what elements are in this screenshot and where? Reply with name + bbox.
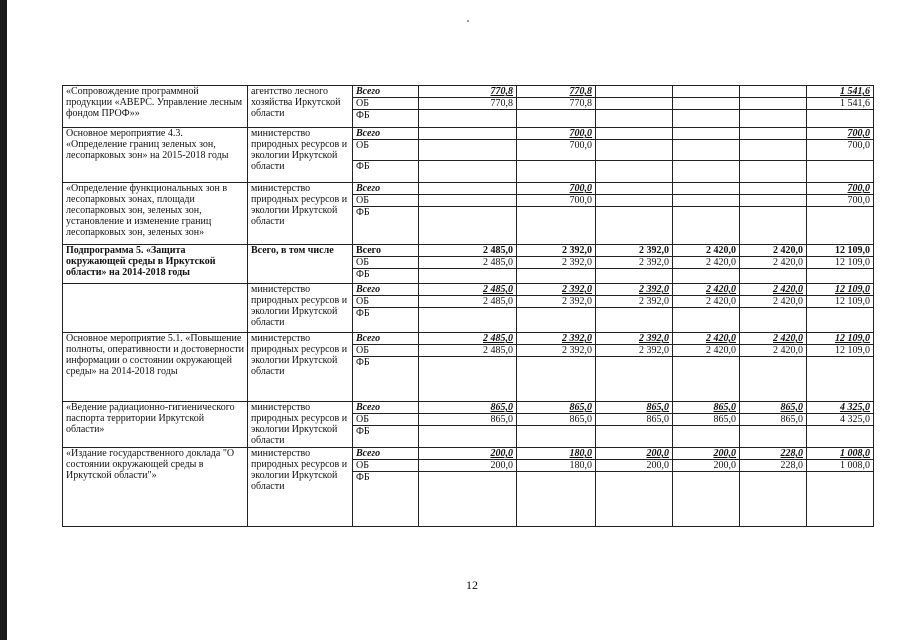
table-row: [63, 284, 874, 296]
amount-year-3: [596, 183, 673, 195]
amount-year-5: 865,0: [740, 414, 807, 426]
amount-total: 700,0: [807, 195, 874, 207]
funding-source: ОБ: [353, 296, 419, 308]
table-row: [63, 402, 874, 414]
amount-total: 4 325,0: [807, 414, 874, 426]
executor-name: министерство природных ресурсов и экологии Иркутской области: [248, 183, 353, 245]
amount-year-1: [419, 161, 517, 183]
amount-total: [807, 308, 874, 333]
amount-year-2: 2 392,0: [517, 296, 596, 308]
amount-total: [807, 110, 874, 128]
executor-name: Всего, в том числе: [248, 245, 353, 284]
amount-year-1: 2 485,0: [419, 345, 517, 357]
measure-name: «Сопровождение программной продукции «АВЕРС. Управление лесным фондом ПРОФ»»: [63, 86, 248, 128]
amount-total: 4 325,0: [807, 402, 874, 414]
funding-source: Всего: [353, 128, 419, 140]
amount-year-5: 228,0: [740, 448, 807, 460]
amount-year-5: [740, 183, 807, 195]
funding-source: ОБ: [353, 140, 419, 161]
amount-year-2: 2 392,0: [517, 257, 596, 269]
amount-year-4: 2 420,0: [673, 257, 740, 269]
scan-speck: [467, 20, 469, 22]
funding-source: ФБ: [353, 207, 419, 245]
amount-total: 12 109,0: [807, 296, 874, 308]
amount-year-1: [419, 128, 517, 140]
amount-year-5: [740, 207, 807, 245]
amount-year-1: 865,0: [419, 402, 517, 414]
amount-year-4: [673, 195, 740, 207]
amount-year-3: 2 392,0: [596, 245, 673, 257]
table-row: [63, 183, 874, 195]
amount-year-3: [596, 161, 673, 183]
amount-year-1: [419, 140, 517, 161]
measure-name: Подпрограмма 5. «Защита окружающей среды в Иркутской области» на 2014-2018 годы: [63, 245, 248, 284]
amount-year-5: [740, 110, 807, 128]
amount-year-1: 2 485,0: [419, 257, 517, 269]
amount-year-4: [673, 357, 740, 402]
amount-year-5: 2 420,0: [740, 296, 807, 308]
amount-year-3: [596, 195, 673, 207]
amount-year-5: 2 420,0: [740, 284, 807, 296]
amount-year-2: 180,0: [517, 460, 596, 472]
amount-year-5: [740, 128, 807, 140]
amount-year-3: [596, 207, 673, 245]
funding-source: ФБ: [353, 472, 419, 527]
executor-name: министерство природных ресурсов и экологии Иркутской области: [248, 284, 353, 333]
amount-year-3: [596, 269, 673, 284]
funding-source: ФБ: [353, 110, 419, 128]
funding-source: ОБ: [353, 414, 419, 426]
executor-name: агентство лесного хозяйства Иркутской области: [248, 86, 353, 128]
amount-total: 700,0: [807, 140, 874, 161]
amount-year-3: [596, 308, 673, 333]
measure-name: «Определение функциональных зон в лесопарковых зонах, площади лесопарковых зон, зеленых зон, установление и изменение границ лесопарковых зон, зеленых зон»: [63, 183, 248, 245]
funding-source: ФБ: [353, 161, 419, 183]
amount-total: 1 008,0: [807, 448, 874, 460]
amount-year-2: [517, 110, 596, 128]
amount-year-3: [596, 128, 673, 140]
amount-year-2: 180,0: [517, 448, 596, 460]
amount-total: 12 109,0: [807, 245, 874, 257]
amount-year-3: [596, 357, 673, 402]
amount-total: 12 109,0: [807, 333, 874, 345]
executor-name: министерство природных ресурсов и экологии Иркутской области: [248, 448, 353, 527]
amount-year-2: 2 392,0: [517, 284, 596, 296]
amount-year-2: 2 392,0: [517, 333, 596, 345]
scan-left-edge: [0, 0, 7, 640]
table-row: [63, 333, 874, 345]
measure-name: «Ведение радиационно-гигиенического паспорта территории Иркутской области»: [63, 402, 248, 448]
amount-year-4: 2 420,0: [673, 284, 740, 296]
amount-year-1: [419, 110, 517, 128]
amount-year-4: [673, 426, 740, 448]
amount-year-4: [673, 128, 740, 140]
amount-year-2: 2 392,0: [517, 245, 596, 257]
amount-year-5: [740, 426, 807, 448]
amount-total: [807, 472, 874, 527]
amount-total: [807, 207, 874, 245]
amount-year-3: 865,0: [596, 402, 673, 414]
amount-year-4: 2 420,0: [673, 333, 740, 345]
measure-name: Основное мероприятие 5.1. «Повышение полноты, оперативности и достоверности информации о состоянии окружающей среды» на 2014-2018 годы: [63, 333, 248, 402]
executor-name: министерство природных ресурсов и экологии Иркутской области: [248, 402, 353, 448]
amount-year-5: [740, 308, 807, 333]
amount-year-2: 700,0: [517, 183, 596, 195]
amount-year-3: [596, 426, 673, 448]
amount-year-3: 2 392,0: [596, 257, 673, 269]
amount-year-3: 2 392,0: [596, 345, 673, 357]
amount-year-4: [673, 98, 740, 110]
amount-year-5: 2 420,0: [740, 333, 807, 345]
amount-year-3: [596, 98, 673, 110]
amount-year-5: 2 420,0: [740, 257, 807, 269]
amount-year-2: 2 392,0: [517, 345, 596, 357]
amount-year-5: [740, 195, 807, 207]
amount-year-2: 700,0: [517, 140, 596, 161]
funding-source: Всего: [353, 284, 419, 296]
funding-source: ОБ: [353, 98, 419, 110]
page-number: 12: [466, 578, 478, 592]
executor-name: министерство природных ресурсов и экологии Иркутской области: [248, 128, 353, 183]
amount-year-3: [596, 110, 673, 128]
amount-year-2: [517, 426, 596, 448]
budget-table: [62, 85, 874, 527]
amount-year-5: [740, 86, 807, 98]
funding-source: Всего: [353, 245, 419, 257]
amount-year-4: 2 420,0: [673, 296, 740, 308]
amount-year-2: [517, 207, 596, 245]
funding-source: Всего: [353, 183, 419, 195]
amount-year-5: [740, 269, 807, 284]
amount-year-4: [673, 110, 740, 128]
funding-source: Всего: [353, 448, 419, 460]
table-row: [63, 86, 874, 98]
amount-year-2: [517, 357, 596, 402]
amount-year-1: 2 485,0: [419, 245, 517, 257]
measure-name: [63, 284, 248, 333]
amount-total: 700,0: [807, 183, 874, 195]
funding-source: ФБ: [353, 357, 419, 402]
funding-source: Всего: [353, 402, 419, 414]
amount-year-4: 2 420,0: [673, 245, 740, 257]
amount-total: 700,0: [807, 128, 874, 140]
amount-year-2: 865,0: [517, 414, 596, 426]
amount-year-3: 2 392,0: [596, 333, 673, 345]
amount-total: 12 109,0: [807, 345, 874, 357]
amount-year-2: 865,0: [517, 402, 596, 414]
amount-year-3: 200,0: [596, 460, 673, 472]
funding-source: ФБ: [353, 426, 419, 448]
amount-total: [807, 357, 874, 402]
amount-year-4: [673, 183, 740, 195]
table-row: [63, 448, 874, 460]
amount-year-4: [673, 472, 740, 527]
amount-total: 1 008,0: [807, 460, 874, 472]
amount-year-3: 2 392,0: [596, 284, 673, 296]
amount-year-3: [596, 140, 673, 161]
amount-year-1: [419, 195, 517, 207]
amount-year-2: [517, 269, 596, 284]
amount-year-1: 2 485,0: [419, 333, 517, 345]
amount-year-2: 700,0: [517, 195, 596, 207]
amount-year-5: 2 420,0: [740, 345, 807, 357]
amount-year-1: [419, 426, 517, 448]
funding-source: ОБ: [353, 460, 419, 472]
amount-year-1: 200,0: [419, 460, 517, 472]
amount-year-1: 770,8: [419, 86, 517, 98]
amount-year-2: 770,8: [517, 86, 596, 98]
amount-year-1: 2 485,0: [419, 296, 517, 308]
funding-source: ФБ: [353, 308, 419, 333]
amount-total: 12 109,0: [807, 284, 874, 296]
amount-year-5: 228,0: [740, 460, 807, 472]
amount-year-5: [740, 98, 807, 110]
amount-total: [807, 426, 874, 448]
amount-year-3: 2 392,0: [596, 296, 673, 308]
amount-year-1: [419, 207, 517, 245]
amount-year-3: 865,0: [596, 414, 673, 426]
executor-name: министерство природных ресурсов и экологии Иркутской области: [248, 333, 353, 402]
amount-year-1: [419, 269, 517, 284]
funding-source: ОБ: [353, 345, 419, 357]
amount-year-5: 865,0: [740, 402, 807, 414]
amount-year-5: 2 420,0: [740, 245, 807, 257]
measure-name: «Издание государственного доклада "О состоянии окружающей среды в Иркутской области"»: [63, 448, 248, 527]
amount-year-4: 200,0: [673, 460, 740, 472]
amount-year-3: [596, 472, 673, 527]
amount-year-4: 2 420,0: [673, 345, 740, 357]
amount-year-1: [419, 357, 517, 402]
measure-name: Основное мероприятие 4.3. «Определение границ зеленых зон, лесопарковых зон» на 2015-2018 годы: [63, 128, 248, 183]
amount-year-2: [517, 308, 596, 333]
amount-year-4: [673, 308, 740, 333]
amount-total: 12 109,0: [807, 257, 874, 269]
funding-source: Всего: [353, 86, 419, 98]
amount-year-1: 2 485,0: [419, 284, 517, 296]
amount-year-1: [419, 472, 517, 527]
amount-year-2: 700,0: [517, 128, 596, 140]
table-row: [63, 128, 874, 140]
table-row: [63, 245, 874, 257]
amount-year-4: 865,0: [673, 414, 740, 426]
amount-year-4: [673, 269, 740, 284]
amount-year-1: 865,0: [419, 414, 517, 426]
amount-year-2: 770,8: [517, 98, 596, 110]
amount-year-2: [517, 472, 596, 527]
amount-year-1: 770,8: [419, 98, 517, 110]
amount-year-3: [596, 86, 673, 98]
amount-total: [807, 161, 874, 183]
amount-year-5: [740, 357, 807, 402]
amount-total: [807, 269, 874, 284]
amount-year-4: [673, 140, 740, 161]
funding-source: Всего: [353, 333, 419, 345]
amount-year-4: [673, 207, 740, 245]
amount-year-1: [419, 183, 517, 195]
amount-year-1: [419, 308, 517, 333]
amount-total: 1 541,6: [807, 86, 874, 98]
amount-year-3: 200,0: [596, 448, 673, 460]
funding-source: ОБ: [353, 195, 419, 207]
funding-source: ОБ: [353, 257, 419, 269]
amount-year-2: [517, 161, 596, 183]
amount-year-4: [673, 86, 740, 98]
amount-year-5: [740, 472, 807, 527]
amount-year-5: [740, 161, 807, 183]
amount-year-4: 200,0: [673, 448, 740, 460]
amount-year-5: [740, 140, 807, 161]
amount-year-4: 865,0: [673, 402, 740, 414]
amount-year-4: [673, 161, 740, 183]
amount-total: 1 541,6: [807, 98, 874, 110]
amount-year-1: 200,0: [419, 448, 517, 460]
funding-source: ФБ: [353, 269, 419, 284]
